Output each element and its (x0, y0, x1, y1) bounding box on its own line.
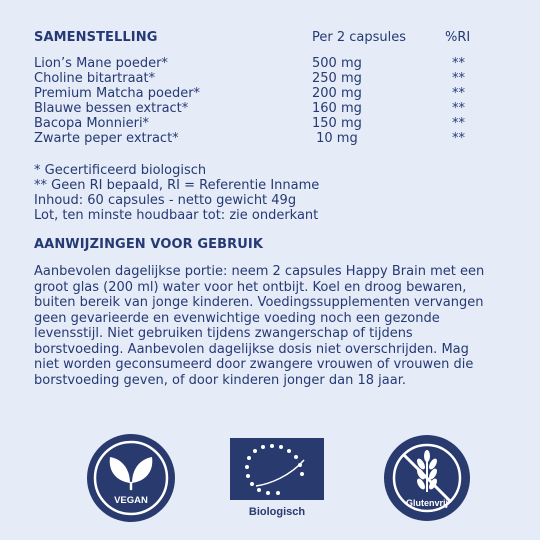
usage-line: borstvoeding geven, of door kinderen jonger dan 18 jaar. (34, 372, 406, 388)
ingredient-ri: ** (452, 56, 465, 71)
lot-info: Lot, ten minste houdbaar tot: zie onderkant (34, 208, 319, 223)
composition-title: SAMENSTELLING (34, 30, 158, 45)
eu-organic-leaf-icon (230, 438, 324, 500)
ingredient-amount: 150 mg (312, 116, 362, 131)
ingredient-name: Zwarte peper extract* (34, 131, 179, 146)
ingredient-amount: 160 mg (312, 101, 362, 116)
ingredient-ri: ** (452, 131, 465, 146)
usage-text (34, 264, 512, 388)
ingredient-ri: ** (452, 101, 465, 116)
usage-line: niet worden geconsumeerd door zwangere vrouwen of vrouwen die (34, 357, 474, 372)
table-row (0, 131, 540, 146)
ingredient-amount: 200 mg (312, 86, 362, 101)
column-header-ri: %RI (445, 30, 471, 45)
table-row (0, 56, 540, 71)
footnote-organic: * Gecertificeerd biologisch (34, 163, 207, 178)
organic-label: Biologisch (248, 506, 306, 518)
ingredient-amount: 10 mg (312, 131, 358, 146)
ingredient-name: Premium Matcha poeder* (34, 86, 201, 101)
usage-line: groot glas (200 ml) water voor het ontbijt. Koel en droog bewaren, (34, 279, 467, 295)
gluten-free-label: Glutenvrij (405, 498, 448, 508)
footnote-ri: ** Geen RI bepaald, RI = Referentie Inname (34, 178, 320, 193)
crossed-wheat-icon (383, 434, 471, 522)
ingredient-ri: ** (452, 116, 465, 131)
contents-info: Inhoud: 60 capsules - netto gewicht 49g (34, 193, 297, 208)
table-row (0, 101, 540, 116)
table-row (0, 71, 540, 86)
usage-line: geen gevarieerde en evenwichtige voeding noch een gezonde (34, 310, 440, 326)
gluten-free-badge (383, 434, 471, 522)
usage-line: borstvoeding. Aanbevolen dagelijkse dosis niet overschrijden. Mag (34, 341, 469, 357)
ingredient-amount: 250 mg (312, 71, 362, 86)
table-row (0, 86, 540, 101)
vegan-label: VEGAN (114, 495, 148, 506)
ingredient-ri: ** (452, 86, 465, 101)
usage-title: AANWIJZINGEN VOOR GEBRUIK (34, 237, 264, 252)
ingredient-name: Lion’s Mane poeder* (34, 56, 168, 71)
vegan-badge (86, 433, 176, 523)
footnotes (34, 163, 319, 223)
leaf-icon (86, 433, 176, 523)
ingredient-name: Bacopa Monnieri* (34, 116, 150, 131)
ingredient-amount: 500 mg (312, 56, 362, 71)
table-row (0, 116, 540, 131)
ingredient-name: Blauwe bessen extract* (34, 101, 189, 116)
column-header-per-serving: Per 2 capsules (312, 30, 407, 45)
usage-line: buiten bereik van jonge kinderen. Voedingssupplementen vervangen (34, 295, 484, 310)
ingredient-ri: ** (452, 71, 465, 86)
usage-line: levensstijl. Niet gebruiken tijdens zwangerschap of tijdens (34, 326, 413, 341)
ingredient-name: Choline bitartraat* (34, 71, 156, 86)
organic-badge (230, 438, 324, 528)
usage-line: Aanbevolen dagelijkse portie: neem 2 capsules Happy Brain met een (34, 264, 485, 279)
